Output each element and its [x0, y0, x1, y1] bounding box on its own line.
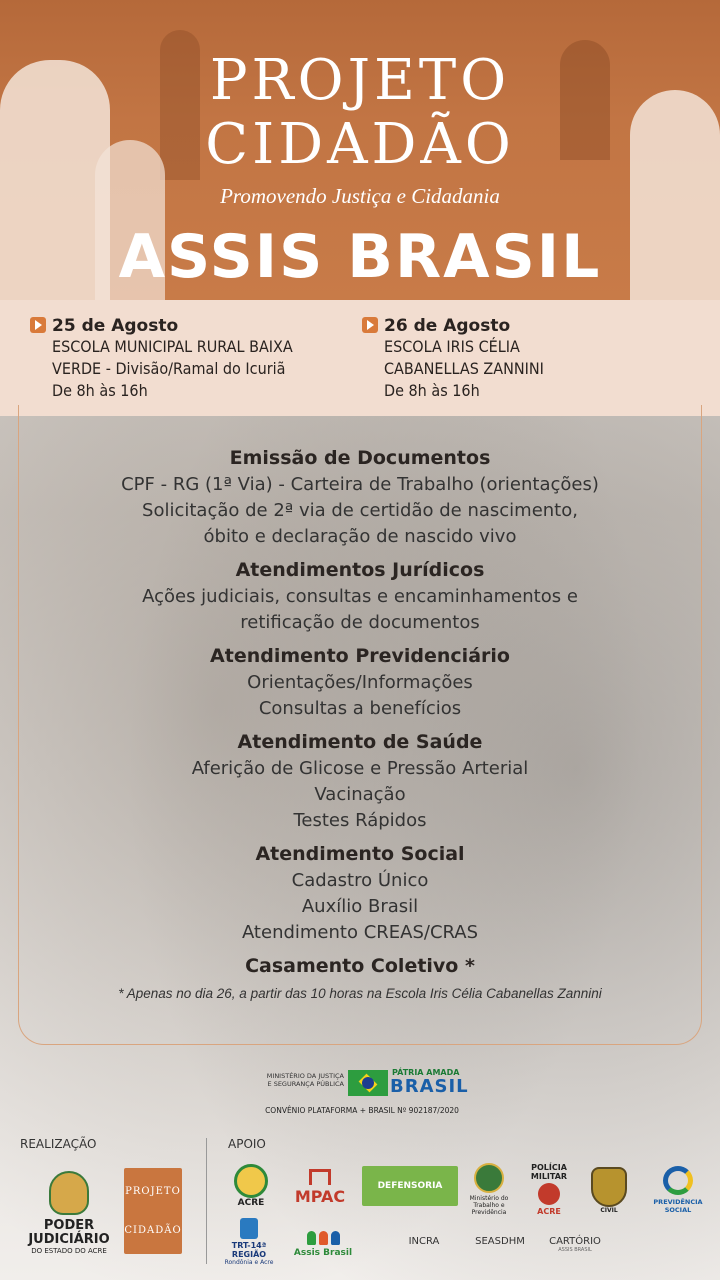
venue-line: CABANELLAS ZANNINI	[384, 359, 544, 378]
realizacao-label: REALIZAÇÃO	[20, 1137, 97, 1151]
service-title: Atendimento Previdenciário	[210, 645, 510, 667]
hours-line: De 8h às 16h	[384, 381, 480, 400]
poder-judiciario-logo	[14, 1168, 124, 1258]
play-arrow-icon	[362, 317, 378, 333]
service-line: Atendimento CREAS/CRAS	[241, 922, 479, 943]
logo-text: DO ESTADO DO ACRE	[31, 1247, 107, 1255]
date-column-25	[30, 316, 350, 402]
logo-text: POLÍCIA MILITAR	[530, 1162, 568, 1181]
logo-text: PROJETO	[125, 1186, 181, 1197]
pm-emblem-icon	[538, 1183, 560, 1205]
logo-text: Ministério do Trabalho e Previdência	[469, 1194, 509, 1216]
service-title: Casamento Coletivo *	[245, 955, 475, 977]
logo-text: TRT-14ª REGIÃO	[231, 1241, 267, 1259]
policia-civil-logo	[586, 1162, 632, 1218]
logo-text: ACRE	[537, 1206, 561, 1216]
logo-text: SEASDHM	[475, 1236, 525, 1247]
logo-text: DEFENSORIA	[377, 1181, 443, 1191]
logo-text: JUDICIÁRIO	[28, 1232, 110, 1247]
service-line: Ações judiciais, consultas e encaminhamentos e	[142, 586, 578, 607]
hours-line: De 8h às 16h	[52, 381, 148, 400]
badge-icon	[591, 1167, 627, 1207]
policia-militar-logo	[518, 1162, 580, 1216]
logo-text: MPAC	[294, 1186, 346, 1206]
service-line: óbito e declaração de nascido vivo	[203, 526, 517, 547]
brasao-icon	[474, 1163, 504, 1193]
service-line: Cadastro Único	[291, 870, 429, 891]
venue-line: ESCOLA IRIS CÉLIA	[384, 337, 520, 356]
title-projeto: PROJETO	[209, 48, 511, 113]
mpac-emblem-icon	[309, 1169, 331, 1185]
date-text: 25 de Agosto	[52, 316, 179, 336]
logo-text: Rondônia e Acre	[224, 1259, 274, 1266]
acre-emblem-icon	[234, 1164, 268, 1198]
patria-label: PÁTRIA AMADA	[392, 1068, 460, 1077]
logo-text: CIDADÃO	[124, 1225, 182, 1236]
service-line: Aferição de Glicose e Pressão Arterial	[191, 758, 529, 779]
service-title: Emissão de Documentos	[229, 447, 491, 469]
services-list	[0, 438, 720, 1004]
people-icon	[307, 1231, 340, 1245]
logo-text: PREVIDÊNCIA SOCIAL	[653, 1198, 703, 1214]
coat-of-arms-icon	[49, 1171, 89, 1215]
service-title: Atendimento de Saúde	[237, 731, 483, 753]
mpac-logo	[290, 1162, 350, 1212]
footnote: * Apenas no dia 26, a partir das 10 horas na Escola Iris Célia Cabanellas Zannini	[118, 986, 602, 1001]
logo-text: CARTÓRIO	[549, 1236, 601, 1247]
logo-text: Assis Brasil	[293, 1247, 353, 1258]
service-line: Auxílio Brasil	[301, 896, 419, 917]
logo-text: CIVIL	[600, 1206, 618, 1214]
assis-brasil-logo	[288, 1222, 358, 1266]
defensoria-logo	[362, 1166, 458, 1206]
ministerio-trabalho-logo	[466, 1162, 512, 1216]
logo-text: PODER	[43, 1218, 95, 1233]
projeto-cidadao-logo	[124, 1168, 182, 1254]
service-title: Atendimentos Jurídicos	[235, 559, 485, 581]
logo-text: INCRA	[408, 1236, 440, 1247]
header-banner	[0, 0, 720, 300]
venue-line: VERDE - Divisão/Ramal do Icuriã	[52, 359, 286, 378]
trt-logo	[216, 1218, 282, 1266]
footer-divider	[206, 1138, 207, 1264]
service-line: Solicitação de 2ª via de certidão de nascimento,	[142, 500, 578, 521]
venue-line: ESCOLA MUNICIPAL RURAL BAIXA	[52, 337, 293, 356]
incra-logo	[398, 1236, 450, 1247]
ministry-label: MINISTÉRIO DA JUSTIÇA E SEGURANÇA PÚBLICA	[266, 1072, 344, 1088]
service-line: Vacinação	[314, 784, 406, 805]
acre-logo	[222, 1160, 280, 1212]
previdencia-logo	[640, 1166, 716, 1214]
date-band	[0, 300, 720, 416]
service-line: CPF - RG (1ª Via) - Carteira de Trabalho (orientações)	[121, 474, 599, 495]
brasil-label: BRASIL	[390, 1076, 469, 1097]
date-heading	[30, 316, 350, 336]
city-title: ASSIS BRASIL	[118, 222, 602, 292]
date-heading	[362, 316, 702, 336]
cartorio-logo	[542, 1236, 608, 1253]
service-title: Atendimento Social	[255, 843, 465, 865]
logo-text: ACRE	[237, 1198, 265, 1208]
service-line: Consultas a benefícios	[258, 698, 462, 719]
service-line: Testes Rápidos	[293, 810, 427, 831]
subtitle: Promovendo Justiça e Cidadania	[220, 184, 500, 208]
previdencia-icon	[663, 1166, 693, 1195]
trt-emblem-icon	[240, 1218, 258, 1239]
date-text: 26 de Agosto	[384, 316, 511, 336]
service-line: Orientações/Informações	[247, 672, 473, 693]
seasdhm-logo	[462, 1236, 538, 1247]
brazil-flag-icon	[348, 1070, 388, 1096]
title-cidadao: CIDADÃO	[205, 112, 515, 177]
logo-subtext: ASSIS BRASIL	[558, 1247, 592, 1253]
convenio-text: CONVÊNIO PLATAFORMA + BRASIL Nº 902187/2020	[265, 1106, 459, 1115]
play-arrow-icon	[30, 317, 46, 333]
date-column-26	[362, 316, 702, 402]
apoio-label: APOIO	[228, 1137, 266, 1151]
service-line: retificação de documentos	[240, 612, 480, 633]
